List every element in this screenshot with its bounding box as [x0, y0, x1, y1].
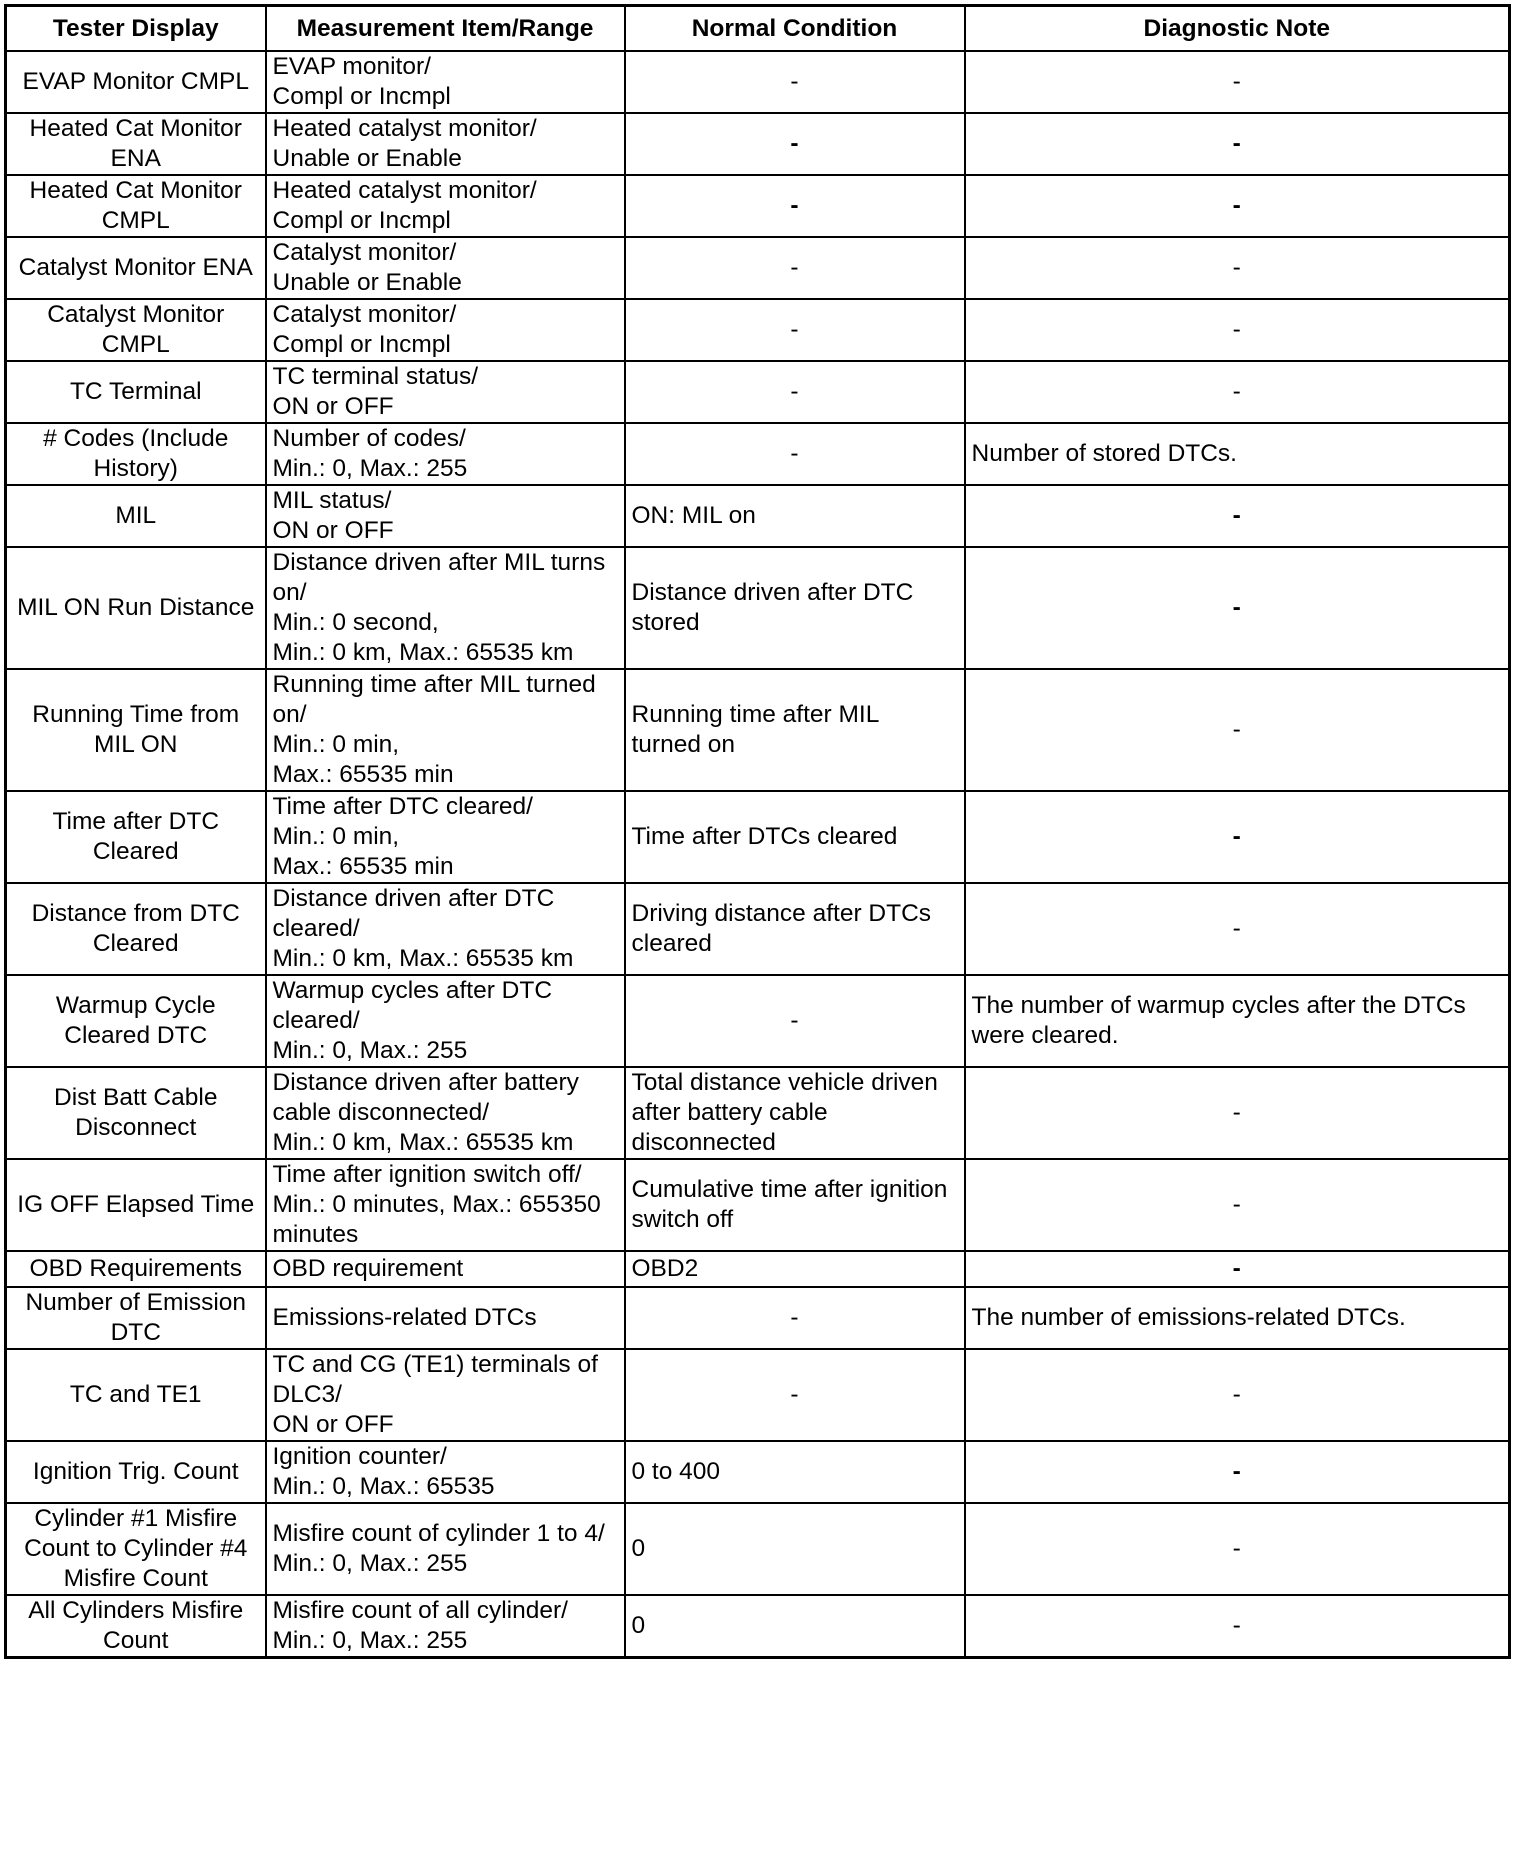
tester-display-cell	[6, 669, 266, 791]
cell-text-line: switch off	[631, 1206, 734, 1233]
cell-text-line: Distance from DTC	[31, 900, 240, 927]
cell-text-line: Max.: 65535 min	[272, 761, 454, 788]
cell-text-line: cable disconnected/	[272, 1099, 490, 1126]
cell-text-line: Heated catalyst monitor/	[272, 115, 537, 142]
measurement-range-cell	[266, 1159, 625, 1251]
cell-text-line: cleared	[631, 930, 712, 957]
cell-text-line: Cleared DTC	[64, 1022, 208, 1049]
cell-text-line: TC and CG (TE1) terminals of	[272, 1351, 598, 1378]
cell-text-line: Disconnect	[75, 1114, 197, 1141]
cell-text-line: ON: MIL on	[631, 502, 756, 529]
cell-text-line: Total distance vehicle driven	[631, 1069, 938, 1096]
normal-condition-cell	[625, 547, 965, 669]
normal-condition-cell	[625, 791, 965, 883]
cell-text-line: Cleared	[92, 838, 179, 865]
cell-text-line: The number of warmup cycles after the DTCs	[971, 992, 1466, 1019]
normal-condition-cell	[625, 361, 965, 423]
cell-text-line: Catalyst Monitor ENA	[18, 254, 253, 281]
table-row	[6, 1159, 1510, 1251]
cell-text-line: -	[1232, 378, 1241, 405]
cell-text-line: -	[1232, 1255, 1241, 1282]
cell-text-line: Min.: 0 km, Max.: 65535 km	[272, 639, 574, 666]
diagnostic-note-cell	[965, 485, 1510, 547]
cell-text-line: Distance driven after MIL turns	[272, 549, 606, 576]
tester-display-cell	[6, 423, 266, 485]
cell-text-line: -	[790, 378, 799, 405]
diagnostic-note-cell	[965, 1441, 1510, 1503]
cell-text-line: EVAP monitor/	[272, 53, 431, 80]
normal-condition-cell	[625, 1251, 965, 1287]
table-row	[6, 791, 1510, 883]
normal-condition-cell	[625, 1503, 965, 1595]
cell-text-line: Min.: 0, Max.: 255	[272, 455, 468, 482]
measurement-range-cell	[266, 1067, 625, 1159]
diagnostic-note-cell	[965, 51, 1510, 113]
cell-text-line: CMPL	[101, 207, 170, 234]
header-normal-condition: Normal Condition	[625, 6, 965, 52]
measurement-range-cell	[266, 175, 625, 237]
cell-text-line: Heated catalyst monitor/	[272, 177, 537, 204]
diagnostic-note-cell	[965, 883, 1510, 975]
table-row	[6, 1503, 1510, 1595]
cell-text-line: were cleared.	[971, 1022, 1119, 1049]
tester-display-cell	[6, 51, 266, 113]
measurement-range-cell	[266, 1503, 625, 1595]
diagnostic-note-cell	[965, 1159, 1510, 1251]
cell-text-line: 0	[631, 1612, 646, 1639]
tester-display-cell	[6, 1067, 266, 1159]
cell-text-line: Unable or Enable	[272, 269, 462, 296]
normal-condition-cell	[625, 237, 965, 299]
cell-text-line: Distance driven after DTC	[631, 579, 914, 606]
normal-condition-cell	[625, 1159, 965, 1251]
measurement-range-cell	[266, 113, 625, 175]
tester-display-cell	[6, 485, 266, 547]
table-row	[6, 975, 1510, 1067]
cell-text-line: cleared/	[272, 1007, 360, 1034]
cell-text-line: Min.: 0 minutes, Max.: 655350	[272, 1191, 601, 1218]
cell-text-line: Min.: 0, Max.: 65535	[272, 1473, 495, 1500]
measurement-range-cell	[266, 51, 625, 113]
cell-text-line: OBD2	[631, 1255, 699, 1282]
cell-text-line: Cleared	[92, 930, 179, 957]
cell-text-line: -	[790, 440, 799, 467]
cell-text-line: Ignition counter/	[272, 1443, 447, 1470]
cell-text-line: The number of emissions-related DTCs.	[971, 1304, 1406, 1331]
table-row	[6, 175, 1510, 237]
cell-text-line: TC Terminal	[69, 378, 202, 405]
table-row	[6, 299, 1510, 361]
tester-display-cell	[6, 299, 266, 361]
cell-text-line: Time after DTC	[52, 808, 220, 835]
cell-text-line: MIL ON	[94, 731, 178, 758]
measurement-range-cell	[266, 299, 625, 361]
diagnostic-note-cell	[965, 237, 1510, 299]
cell-text-line: Distance driven after battery	[272, 1069, 579, 1096]
cell-text-line: Min.: 0, Max.: 255	[272, 1550, 468, 1577]
table-body	[6, 51, 1510, 1658]
cell-text-line: -	[790, 316, 799, 343]
table-row	[6, 51, 1510, 113]
measurement-range-cell	[266, 237, 625, 299]
table-row	[6, 883, 1510, 975]
cell-text-line: -	[1232, 254, 1241, 281]
cell-text-line: MIL status/	[272, 487, 392, 514]
cell-text-line: 0	[631, 1535, 646, 1562]
cell-text-line: Warmup cycles after DTC	[272, 977, 553, 1004]
cell-text-line: Time after DTC cleared/	[272, 793, 533, 820]
cell-text-line: Max.: 65535 min	[272, 853, 454, 880]
cell-text-line: Running Time from	[32, 701, 240, 728]
tester-display-cell	[6, 361, 266, 423]
measurement-range-cell	[266, 361, 625, 423]
tester-display-cell	[6, 975, 266, 1067]
normal-condition-cell	[625, 485, 965, 547]
normal-condition-cell	[625, 1287, 965, 1349]
cell-text-line: -	[1232, 68, 1241, 95]
tester-display-cell	[6, 1441, 266, 1503]
cell-text-line: -	[790, 68, 799, 95]
cell-text-line: -	[1232, 192, 1241, 219]
measurement-range-cell	[266, 1595, 625, 1658]
cell-text-line: All Cylinders Misfire	[28, 1597, 244, 1624]
normal-condition-cell	[625, 299, 965, 361]
diagnostic-note-cell	[965, 175, 1510, 237]
cell-text-line: ON or OFF	[272, 393, 394, 420]
table-row	[6, 1067, 1510, 1159]
diagnostic-note-cell	[965, 299, 1510, 361]
cell-text-line: IG OFF Elapsed Time	[17, 1191, 255, 1218]
cell-text-line: -	[790, 130, 799, 157]
measurement-range-cell	[266, 1251, 625, 1287]
cell-text-line: Warmup Cycle	[55, 992, 216, 1019]
cell-text-line: on/	[272, 579, 307, 606]
cell-text-line: Driving distance after DTCs	[631, 900, 932, 927]
cell-text-line: Distance driven after DTC	[272, 885, 555, 912]
diagnostic-note-cell	[965, 361, 1510, 423]
table-row	[6, 1287, 1510, 1349]
diagnostic-note-cell	[965, 1349, 1510, 1441]
cell-text-line: Catalyst monitor/	[272, 301, 457, 328]
cell-text-line: -	[1232, 716, 1241, 743]
cell-text-line: -	[790, 254, 799, 281]
cell-text-line: MIL	[115, 502, 157, 529]
normal-condition-cell	[625, 1067, 965, 1159]
cell-text-line: -	[1232, 1099, 1241, 1126]
diagnostic-note-cell	[965, 1595, 1510, 1658]
normal-condition-cell	[625, 975, 965, 1067]
cell-text-line: Dist Batt Cable	[54, 1084, 218, 1111]
cell-text-line: -	[790, 1007, 799, 1034]
table-row	[6, 1251, 1510, 1287]
cell-text-line: -	[1232, 1612, 1241, 1639]
tester-display-cell	[6, 547, 266, 669]
cell-text-line: -	[1232, 130, 1241, 157]
measurement-range-cell	[266, 547, 625, 669]
normal-condition-cell	[625, 883, 965, 975]
cell-text-line: Emissions-related DTCs	[272, 1304, 537, 1331]
diagnostic-note-cell	[965, 423, 1510, 485]
diagnostic-note-cell	[965, 547, 1510, 669]
cell-text-line: -	[1232, 1191, 1241, 1218]
cell-text-line: Time after ignition switch off/	[272, 1161, 582, 1188]
cell-text-line: Min.: 0 min,	[272, 731, 400, 758]
cell-text-line: Min.: 0, Max.: 255	[272, 1627, 468, 1654]
table-row	[6, 485, 1510, 547]
cell-text-line: Min.: 0 km, Max.: 65535 km	[272, 1129, 574, 1156]
diagnostic-note-cell	[965, 113, 1510, 175]
cell-text-line: DTC	[110, 1319, 161, 1346]
cell-text-line: Misfire Count	[63, 1565, 208, 1592]
tester-display-cell	[6, 1159, 266, 1251]
cell-text-line: Min.: 0 second,	[272, 609, 439, 636]
table-row	[6, 547, 1510, 669]
diagnostic-note-cell	[965, 669, 1510, 791]
cell-text-line: Compl or Incmpl	[272, 331, 451, 358]
cell-text-line: Min.: 0 min,	[272, 823, 400, 850]
cell-text-line: TC and TE1	[69, 1381, 202, 1408]
diagnostic-note-cell	[965, 1503, 1510, 1595]
cell-text-line: # Codes (Include	[43, 425, 229, 452]
cell-text-line: -	[1232, 823, 1241, 850]
cell-text-line: Running time after MIL	[631, 701, 880, 728]
tester-display-cell	[6, 1251, 266, 1287]
cell-text-line: Number of stored DTCs.	[971, 440, 1237, 467]
cell-text-line: after battery cable	[631, 1099, 828, 1126]
table-row	[6, 113, 1510, 175]
cell-text-line: EVAP Monitor CMPL	[22, 68, 249, 95]
diagnostic-note-cell	[965, 1067, 1510, 1159]
cell-text-line: ON or OFF	[272, 517, 394, 544]
diagnostic-data-table	[4, 4, 1511, 1659]
cell-text-line: Count to Cylinder #4	[24, 1535, 248, 1562]
cell-text-line: minutes	[272, 1221, 359, 1248]
cell-text-line: Compl or Incmpl	[272, 83, 451, 110]
cell-text-line: Catalyst monitor/	[272, 239, 457, 266]
cell-text-line: -	[1232, 915, 1241, 942]
cell-text-line: -	[1232, 594, 1241, 621]
cell-text-line: Misfire count of all cylinder/	[272, 1597, 568, 1624]
tester-display-cell	[6, 791, 266, 883]
measurement-range-cell	[266, 669, 625, 791]
cell-text-line: Number of Emission	[25, 1289, 247, 1316]
cell-text-line: OBD requirement	[272, 1255, 464, 1282]
table-container	[4, 4, 1511, 1659]
normal-condition-cell	[625, 113, 965, 175]
cell-text-line: Heated Cat Monitor	[29, 115, 242, 142]
cell-text-line: Running time after MIL turned	[272, 671, 596, 698]
cell-text-line: on/	[272, 701, 307, 728]
tester-display-cell	[6, 1503, 266, 1595]
table-row	[6, 1441, 1510, 1503]
cell-text-line: MIL ON Run Distance	[17, 594, 255, 621]
cell-text-line: Number of codes/	[272, 425, 466, 452]
cell-text-line: Compl or Incmpl	[272, 207, 451, 234]
table-row	[6, 669, 1510, 791]
tester-display-cell	[6, 175, 266, 237]
table-row	[6, 1349, 1510, 1441]
diagnostic-note-cell	[965, 1251, 1510, 1287]
measurement-range-cell	[266, 1287, 625, 1349]
tester-display-cell	[6, 1349, 266, 1441]
cell-text-line: Misfire count of cylinder 1 to 4/	[272, 1520, 605, 1547]
measurement-range-cell	[266, 975, 625, 1067]
normal-condition-cell	[625, 1441, 965, 1503]
measurement-range-cell	[266, 883, 625, 975]
cell-text-line: -	[790, 192, 799, 219]
tester-display-cell	[6, 883, 266, 975]
cell-text-line: DLC3/	[272, 1381, 342, 1408]
tester-display-cell	[6, 113, 266, 175]
measurement-range-cell	[266, 1441, 625, 1503]
cell-text-line: Min.: 0 km, Max.: 65535 km	[272, 945, 574, 972]
cell-text-line: disconnected	[631, 1129, 776, 1156]
table-row	[6, 1595, 1510, 1658]
cell-text-line: History)	[93, 455, 178, 482]
normal-condition-cell	[625, 669, 965, 791]
diagnostic-note-cell	[965, 791, 1510, 883]
cell-text-line: turned on	[631, 731, 736, 758]
diagnostic-note-cell	[965, 1287, 1510, 1349]
table-row	[6, 423, 1510, 485]
cell-text-line: Unable or Enable	[272, 145, 462, 172]
cell-text-line: -	[790, 1381, 799, 1408]
cell-text-line: 0 to 400	[631, 1458, 721, 1485]
cell-text-line: ENA	[110, 145, 161, 172]
tester-display-cell	[6, 1287, 266, 1349]
cell-text-line: Catalyst Monitor	[47, 301, 225, 328]
cell-text-line: Count	[103, 1627, 169, 1654]
normal-condition-cell	[625, 423, 965, 485]
normal-condition-cell	[625, 1349, 965, 1441]
cell-text-line: ON or OFF	[272, 1411, 394, 1438]
header-measurement-item: Measurement Item/Range	[266, 6, 625, 52]
tester-display-cell	[6, 1595, 266, 1658]
cell-text-line: TC terminal status/	[272, 363, 479, 390]
cell-text-line: OBD Requirements	[29, 1255, 242, 1282]
table-row	[6, 361, 1510, 423]
measurement-range-cell	[266, 423, 625, 485]
cell-text-line: -	[1232, 1535, 1241, 1562]
cell-text-line: cleared/	[272, 915, 360, 942]
cell-text-line: -	[1232, 1458, 1241, 1485]
measurement-range-cell	[266, 485, 625, 547]
measurement-range-cell	[266, 791, 625, 883]
table-row	[6, 237, 1510, 299]
normal-condition-cell	[625, 175, 965, 237]
tester-display-cell	[6, 237, 266, 299]
cell-text-line: Cumulative time after ignition	[631, 1176, 948, 1203]
header-diagnostic-note: Diagnostic Note	[965, 6, 1510, 52]
cell-text-line: Time after DTCs cleared	[631, 823, 898, 850]
cell-text-line: -	[1232, 502, 1241, 529]
cell-text-line: Cylinder #1 Misfire	[34, 1505, 238, 1532]
normal-condition-cell	[625, 1595, 965, 1658]
cell-text-line: Min.: 0, Max.: 255	[272, 1037, 468, 1064]
cell-text-line: Heated Cat Monitor	[29, 177, 242, 204]
measurement-range-cell	[266, 1349, 625, 1441]
cell-text-line: Ignition Trig. Count	[32, 1458, 239, 1485]
cell-text-line: -	[790, 1304, 799, 1331]
diagnostic-note-cell	[965, 975, 1510, 1067]
header-tester-display: Tester Display	[6, 6, 266, 52]
cell-text-line: CMPL	[101, 331, 170, 358]
cell-text-line: -	[1232, 316, 1241, 343]
cell-text-line: stored	[631, 609, 700, 636]
header-row	[6, 6, 1510, 52]
cell-text-line: -	[1232, 1381, 1241, 1408]
normal-condition-cell	[625, 51, 965, 113]
